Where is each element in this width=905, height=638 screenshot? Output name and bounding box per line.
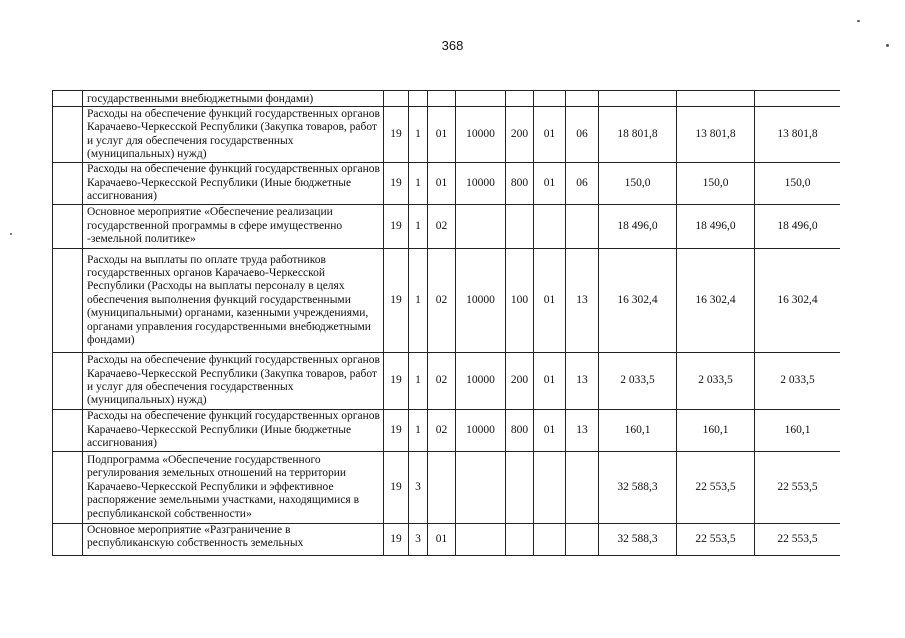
code-cell: 01 <box>534 163 566 205</box>
amount-cell: 22 553,5 <box>677 452 755 524</box>
amount-cell: 32 588,3 <box>599 452 677 524</box>
code-cell <box>506 91 534 107</box>
code-cell: 200 <box>506 107 534 163</box>
code-cell: 02 <box>428 353 456 410</box>
code-cell: 19 <box>384 353 409 410</box>
code-cell: 10000 <box>456 249 506 353</box>
code-cell <box>456 91 506 107</box>
code-cell: 19 <box>384 410 409 452</box>
row-description: Расходы на обеспечение функций государственных органов Карачаево-Черкесской Республики (Закупка товаров, работ и услуг для обеспечения государственных (муниципальных) нужд) <box>83 107 384 163</box>
code-cell: 1 <box>409 353 428 410</box>
row-description: Расходы на обеспечение функций государственных органов Карачаево-Черкесской Республики (Иные бюджетные ассигнования) <box>83 410 384 452</box>
amount-cell <box>677 91 755 107</box>
amount-cell: 22 553,5 <box>755 452 841 524</box>
row-margin-cell <box>53 205 83 249</box>
table-row <box>53 452 841 524</box>
row-description: Основное мероприятие «Обеспечение реализации государственной программы в сфере имущественно -земельной политике» <box>83 205 384 249</box>
amount-cell: 18 496,0 <box>599 205 677 249</box>
code-cell: 02 <box>428 249 456 353</box>
amount-cell: 150,0 <box>755 163 841 205</box>
row-margin-cell <box>53 410 83 452</box>
code-cell: 1 <box>409 205 428 249</box>
code-cell: 01 <box>534 353 566 410</box>
code-cell <box>534 91 566 107</box>
row-margin-cell <box>53 163 83 205</box>
amount-cell: 2 033,5 <box>599 353 677 410</box>
budget-table-container <box>52 90 840 568</box>
code-cell <box>456 524 506 556</box>
code-cell <box>428 452 456 524</box>
budget-table <box>52 90 840 556</box>
code-cell: 01 <box>428 107 456 163</box>
code-cell <box>456 205 506 249</box>
code-cell: 19 <box>384 452 409 524</box>
amount-cell: 13 801,8 <box>677 107 755 163</box>
amount-cell: 160,1 <box>677 410 755 452</box>
table-row <box>53 249 841 353</box>
code-cell <box>534 524 566 556</box>
code-cell <box>566 91 599 107</box>
code-cell <box>384 91 409 107</box>
code-cell <box>409 91 428 107</box>
row-margin-cell <box>53 91 83 107</box>
code-cell: 13 <box>566 353 599 410</box>
table-row <box>53 353 841 410</box>
amount-cell: 22 553,5 <box>677 524 755 556</box>
code-cell: 3 <box>409 524 428 556</box>
row-margin-cell <box>53 353 83 410</box>
amount-cell: 16 302,4 <box>599 249 677 353</box>
amount-cell: 18 496,0 <box>755 205 841 249</box>
amount-cell: 22 553,5 <box>755 524 841 556</box>
amount-cell: 160,1 <box>599 410 677 452</box>
amount-cell: 13 801,8 <box>755 107 841 163</box>
code-cell: 19 <box>384 524 409 556</box>
code-cell: 10000 <box>456 410 506 452</box>
table-body <box>53 91 841 556</box>
code-cell: 100 <box>506 249 534 353</box>
code-cell: 02 <box>428 205 456 249</box>
amount-cell: 150,0 <box>677 163 755 205</box>
table-row <box>53 205 841 249</box>
row-description: Расходы на обеспечение функций государственных органов Карачаево-Черкесской Республики (Закупка товаров, работ и услуг для обеспечения государственных (муниципальных) нужд) <box>83 353 384 410</box>
code-cell: 19 <box>384 205 409 249</box>
code-cell: 06 <box>566 163 599 205</box>
row-description: Основное мероприятие «Разграничение в республиканскую собственность земельных <box>83 524 384 556</box>
code-cell: 06 <box>566 107 599 163</box>
row-description: Подпрограмма «Обеспечение государственного регулирования земельных отношений на территории Карачаево-Черкесской Республики и эффективное распоряжение земельными участками, находящимися в республиканской собственности» <box>83 452 384 524</box>
code-cell <box>566 524 599 556</box>
code-cell: 19 <box>384 107 409 163</box>
amount-cell <box>755 91 841 107</box>
code-cell <box>506 205 534 249</box>
code-cell: 01 <box>534 410 566 452</box>
code-cell <box>566 452 599 524</box>
code-cell <box>456 452 506 524</box>
code-cell: 19 <box>384 163 409 205</box>
row-description: Расходы на выплаты по оплате труда работников государственных органов Карачаево-Черкесской Республики (Расходы на выплаты персоналу в целях обеспечения выполнения функций государственными (муниципальными) органами, казенными учреждениями, органами управления государственными внебюджетными фондами) <box>83 249 384 353</box>
code-cell: 200 <box>506 353 534 410</box>
amount-cell: 2 033,5 <box>755 353 841 410</box>
amount-cell <box>599 91 677 107</box>
table-row <box>53 524 841 556</box>
amount-cell: 32 588,3 <box>599 524 677 556</box>
amount-cell: 18 496,0 <box>677 205 755 249</box>
code-cell: 3 <box>409 452 428 524</box>
code-cell: 800 <box>506 163 534 205</box>
code-cell: 10000 <box>456 107 506 163</box>
scan-speck <box>857 20 860 22</box>
table-row <box>53 107 841 163</box>
row-description: Расходы на обеспечение функций государственных органов Карачаево-Черкесской Республики (Иные бюджетные ассигнования) <box>83 163 384 205</box>
code-cell <box>506 524 534 556</box>
code-cell: 10000 <box>456 353 506 410</box>
code-cell: 1 <box>409 107 428 163</box>
row-description: государственными внебюджетными фондами) <box>83 91 384 107</box>
amount-cell: 16 302,4 <box>677 249 755 353</box>
amount-cell: 18 801,8 <box>599 107 677 163</box>
amount-cell: 150,0 <box>599 163 677 205</box>
code-cell: 1 <box>409 410 428 452</box>
row-margin-cell <box>53 107 83 163</box>
code-cell <box>534 452 566 524</box>
code-cell: 13 <box>566 410 599 452</box>
code-cell: 800 <box>506 410 534 452</box>
code-cell: 02 <box>428 410 456 452</box>
code-cell <box>566 205 599 249</box>
code-cell: 01 <box>428 163 456 205</box>
code-cell: 01 <box>534 249 566 353</box>
row-margin-cell <box>53 249 83 353</box>
table-row <box>53 410 841 452</box>
table-row <box>53 91 841 107</box>
code-cell <box>506 452 534 524</box>
amount-cell: 2 033,5 <box>677 353 755 410</box>
code-cell: 10000 <box>456 163 506 205</box>
amount-cell: 16 302,4 <box>755 249 841 353</box>
code-cell: 19 <box>384 249 409 353</box>
table-row <box>53 163 841 205</box>
code-cell: 01 <box>428 524 456 556</box>
code-cell: 13 <box>566 249 599 353</box>
page-number: 368 <box>441 38 464 53</box>
code-cell: 1 <box>409 163 428 205</box>
code-cell <box>534 205 566 249</box>
code-cell <box>428 91 456 107</box>
amount-cell: 160,1 <box>755 410 841 452</box>
scan-speck <box>886 44 889 47</box>
scan-speck <box>10 233 12 235</box>
row-margin-cell <box>53 524 83 556</box>
code-cell: 1 <box>409 249 428 353</box>
code-cell: 01 <box>534 107 566 163</box>
row-margin-cell <box>53 452 83 524</box>
